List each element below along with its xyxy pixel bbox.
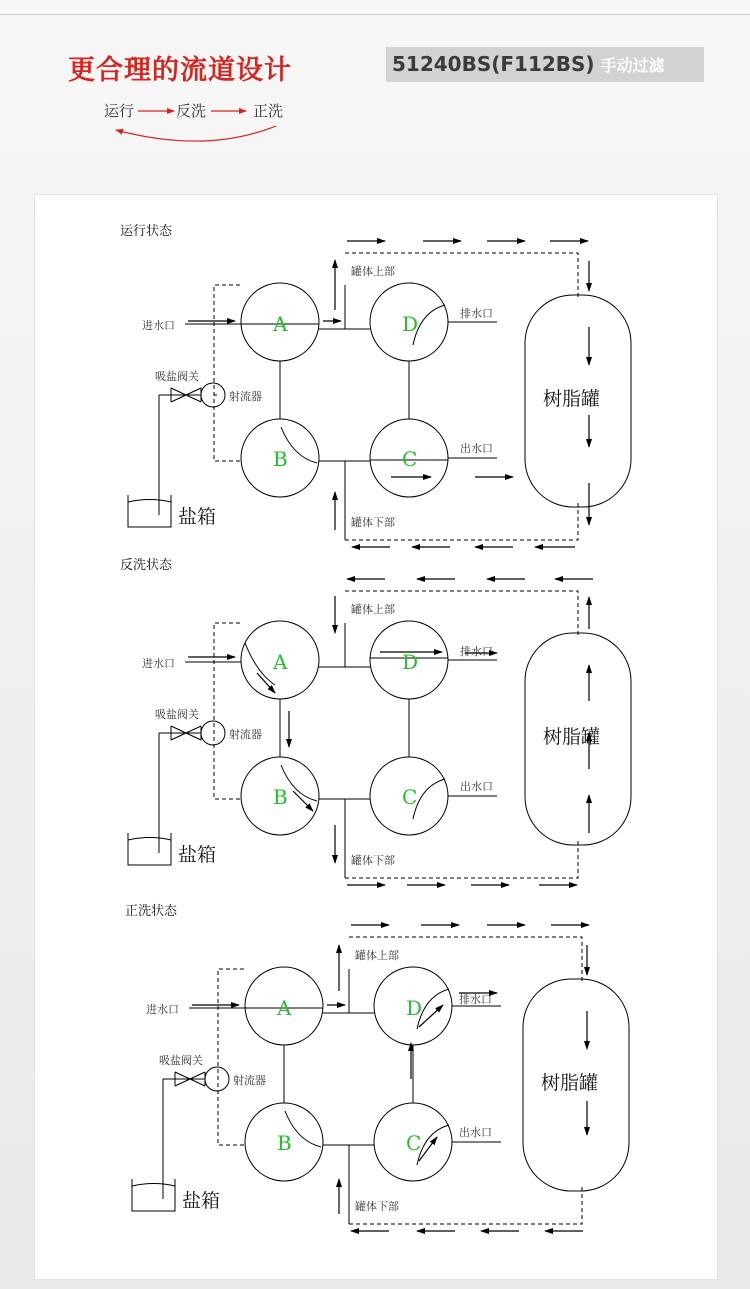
brine-level xyxy=(132,1184,175,1187)
valve-d-label: D xyxy=(402,650,419,674)
outlet-label: 出水口 xyxy=(459,1126,492,1139)
brine-valve-label: 吸盐阀关 xyxy=(155,708,199,721)
tank-bottom-label: 罐体下部 xyxy=(351,854,395,867)
inlet-label: 进水口 xyxy=(142,657,175,670)
flow-diagrams xyxy=(35,195,717,1279)
cycle-step-rinse: 正洗 xyxy=(253,102,284,120)
backwash-state-diagram xyxy=(120,557,631,885)
tank-top-label: 罐体上部 xyxy=(351,265,395,278)
valve-a-label: A xyxy=(273,312,288,336)
injector-label: 射流器 xyxy=(229,728,262,741)
inlet-label: 进水口 xyxy=(142,319,175,332)
valve-c-label: C xyxy=(402,785,418,809)
model-badge xyxy=(386,47,704,82)
resin-tank-label: 树脂罐 xyxy=(543,388,601,410)
model-suffix: 手动过滤 xyxy=(600,56,665,75)
disc-c xyxy=(417,1125,449,1165)
brine-tank-label: 盐箱 xyxy=(178,506,217,528)
drain-label: 排水口 xyxy=(460,307,493,320)
injector-label: 射流器 xyxy=(229,390,262,403)
inlet-label: 进水口 xyxy=(146,1003,179,1016)
tank-bottom-label: 罐体下部 xyxy=(351,516,395,529)
tank-top-label: 罐体上部 xyxy=(355,949,399,962)
valve-b-label: B xyxy=(277,1131,292,1155)
valve-b-label: B xyxy=(273,785,288,809)
injector xyxy=(201,383,225,407)
injector xyxy=(201,721,225,745)
page-title: 更合理的流道设计 xyxy=(68,55,292,86)
disc-c xyxy=(413,779,445,819)
disc-a xyxy=(245,643,275,685)
brine-valve-label: 吸盐阀关 xyxy=(159,1054,203,1067)
drain-label: 排水口 xyxy=(459,993,492,1006)
valve-a-label: A xyxy=(273,650,288,674)
bypass-line xyxy=(218,969,244,1145)
bypass-line xyxy=(214,285,240,461)
resin-tank-label: 树脂罐 xyxy=(543,726,601,748)
cycle-diagram xyxy=(96,96,306,156)
service-state-title: 运行状态 xyxy=(120,224,173,239)
cycle-step-backwash: 反洗 xyxy=(176,102,207,120)
top-divider xyxy=(0,14,750,15)
brine-level xyxy=(128,500,171,503)
rinse-state-diagram xyxy=(125,903,629,1231)
tank-bottom-label: 罐体下部 xyxy=(355,1200,399,1213)
outlet-label: 出水口 xyxy=(460,442,493,455)
service-state-diagram xyxy=(120,223,631,547)
brine-tank-label: 盐箱 xyxy=(178,844,217,866)
model-number: 51240BS(F112BS) xyxy=(392,52,595,76)
valve-a-label: A xyxy=(277,996,292,1020)
cycle-return-arc xyxy=(116,126,276,141)
brine-tank-label: 盐箱 xyxy=(182,1190,221,1212)
diagram-panel xyxy=(34,194,718,1280)
brine-valve-label: 吸盐阀关 xyxy=(155,370,199,383)
resin-tank-label: 树脂罐 xyxy=(541,1072,599,1094)
injector xyxy=(205,1067,229,1091)
drain-label: 排水口 xyxy=(460,645,493,658)
rinse-state-title: 正洗状态 xyxy=(125,904,178,919)
tank-top-label: 罐体上部 xyxy=(351,603,395,616)
valve-b-label: B xyxy=(273,447,288,471)
brine-level xyxy=(128,838,171,841)
cycle-step-service: 运行 xyxy=(104,102,135,120)
valve-c-label: C xyxy=(402,447,418,471)
valve-d-label: D xyxy=(406,996,423,1020)
outlet-label: 出水口 xyxy=(460,780,493,793)
bypass-line xyxy=(214,623,240,799)
valve-d-label: D xyxy=(402,312,419,336)
valve-c-label: C xyxy=(406,1131,422,1155)
backwash-state-title: 反洗状态 xyxy=(120,558,173,573)
injector-label: 射流器 xyxy=(233,1074,266,1087)
